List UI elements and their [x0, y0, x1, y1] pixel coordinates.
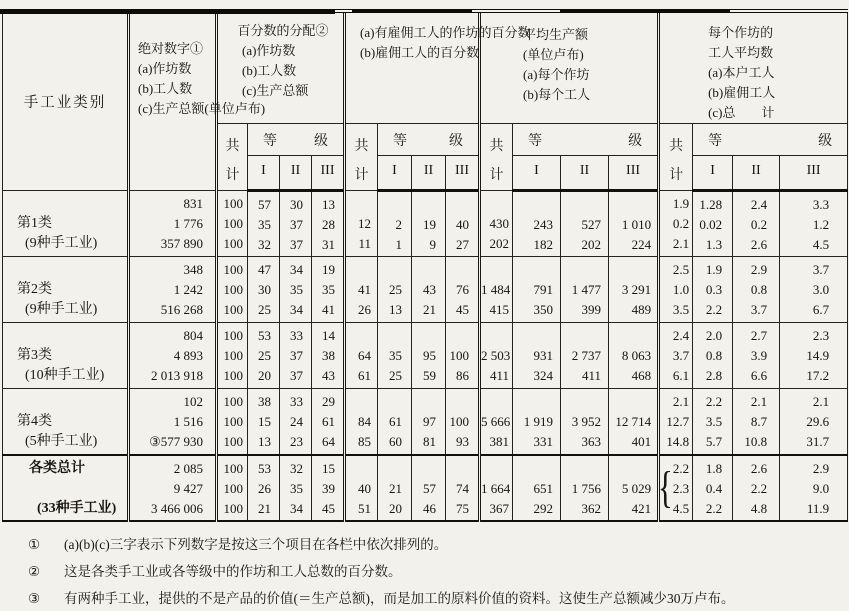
footnote-1	[28, 535, 849, 555]
subheader-workers-grade3: III	[780, 156, 848, 191]
cell-workers-grade3: 2.9 9.0 11.9	[780, 455, 848, 521]
subheader-pct-grade3: III	[312, 156, 345, 191]
subheader-grade-avg	[513, 124, 659, 156]
subheader-total-avg: 共 计	[480, 124, 513, 191]
cell-hired-grade1: 21 20	[378, 455, 412, 521]
cell-avg-grade1: 791 350	[513, 257, 561, 323]
cell-hired-grade3: 100 86	[446, 323, 480, 389]
cell-pct-grade2: 34 35 34	[280, 257, 312, 323]
cell-workers-grade2: 2.4 0.2 2.6	[733, 191, 780, 257]
cell-hired-grade2: 95 59	[412, 323, 446, 389]
cell-workers-grade3: 3.3 1.2 4.5	[780, 191, 848, 257]
cell-workers-total: 2.5 1.0 3.5	[659, 257, 693, 323]
row-label: 第2类 (9种手工业)	[3, 257, 129, 323]
cell-avg-grade3: 5 029 421	[609, 455, 659, 521]
footnotes	[28, 535, 849, 609]
cell-workers-total: 1.9 0.2 2.1	[659, 191, 693, 257]
cell-absolute: 804 4 893 2 013 918	[129, 323, 217, 389]
cell-avg-grade3: 8 063 468	[609, 323, 659, 389]
col-header-average-output: 平均生产额 (单位卢布) (a)每个作坊 (b)每个工人	[480, 11, 659, 124]
cell-pct-grade3: 19 35 41	[312, 257, 345, 323]
cell-pct-grade2: 30 37 37	[280, 191, 312, 257]
grade-label-left: 等	[528, 133, 543, 149]
cell-avg-grade1: 1 919 331	[513, 389, 561, 455]
table-body	[3, 191, 848, 521]
subheader-avg-grade3: III	[609, 156, 659, 191]
cell-workers-total: 2.4 3.7 6.1	[659, 323, 693, 389]
row-label: 第1类 (9种手工业)	[3, 191, 129, 257]
footnote-number: ③	[28, 590, 41, 606]
cell-avg-grade2: 527 202	[561, 191, 609, 257]
cell-pct-total: 100 100 100	[217, 257, 248, 323]
subheader-grade-workers	[693, 124, 848, 156]
table-row-total	[3, 455, 848, 521]
cell-hired-grade1: 35 25	[378, 323, 412, 389]
brace-glyph: {	[658, 462, 673, 512]
footnote-2	[28, 562, 849, 582]
cell-pct-grade1: 38 15 13	[248, 389, 280, 455]
subheader-hired-grade2: II	[412, 156, 446, 191]
cell-workers-total: { 2.2 2.3 4.5	[659, 455, 693, 521]
cell-avg-grade2: 1 756 362	[561, 455, 609, 521]
table-row	[3, 389, 848, 455]
scan-artifact	[0, 9, 335, 14]
statistics-table	[2, 9, 848, 522]
table-row	[3, 257, 848, 323]
cell-workers-grade2: 2.6 2.2 4.8	[733, 455, 780, 521]
subheader-pct-grade1: I	[248, 156, 280, 191]
row-label: 第4类 (5种手工业)	[3, 389, 129, 455]
table-row	[3, 323, 848, 389]
subheader-pct-grade2: II	[280, 156, 312, 191]
scan-artifact	[352, 9, 472, 12]
cell-pct-grade1: 53 25 20	[248, 323, 280, 389]
cell-avg-grade1: 931 324	[513, 323, 561, 389]
cell-avg-grade1: 651 292	[513, 455, 561, 521]
grade-label-left: 等	[708, 133, 723, 149]
cell-workers-grade2: 2.9 0.8 3.7	[733, 257, 780, 323]
cell-hired-grade3: 76 45	[446, 257, 480, 323]
col-header-absolute: 绝对数字① (a)作坊数 (b)工人数 (c)生产总额(单位卢布)	[129, 11, 217, 191]
cell-absolute: 2 085 9 427 3 466 006	[129, 455, 217, 521]
subheader-workers-grade1: I	[693, 156, 733, 191]
cell-avg-total: 2 503 411	[480, 323, 513, 389]
cell-hired-grade1: 2 1	[378, 191, 412, 257]
grade-label-left: 等	[393, 133, 408, 149]
subheader-avg-grade1: I	[513, 156, 561, 191]
cell-avg-grade2: 1 477 399	[561, 257, 609, 323]
cell-workers-grade3: 2.3 14.9 17.2	[780, 323, 848, 389]
cell-avg-grade2: 3 952 363	[561, 389, 609, 455]
grade-label-right: 级	[628, 133, 643, 149]
cell-pct-grade1: 53 26 21	[248, 455, 280, 521]
scan-artifact	[560, 9, 730, 12]
cell-workers-total: 2.1 12.7 14.8	[659, 389, 693, 455]
cell-hired-grade1: 25 13	[378, 257, 412, 323]
cell-hired-grade2: 57 46	[412, 455, 446, 521]
cell-hired-grade2: 97 81	[412, 389, 446, 455]
cell-avg-total: 1 664 367	[480, 455, 513, 521]
cell-hired-grade3: 40 27	[446, 191, 480, 257]
cell-pct-grade3: 13 28 31	[312, 191, 345, 257]
cell-pct-grade2: 33 24 23	[280, 389, 312, 455]
footnote-number: ②	[28, 563, 41, 579]
table-row	[3, 191, 848, 257]
cell-pct-grade1: 47 30 25	[248, 257, 280, 323]
subheader-total-pct: 共 计	[217, 124, 248, 191]
footnote-3	[28, 589, 849, 609]
cell-avg-total: 5 666 381	[480, 389, 513, 455]
cell-hired-grade2: 19 9	[412, 191, 446, 257]
subheader-total-workers: 共 计	[659, 124, 693, 191]
subheader-total-hired: 共 计	[345, 124, 378, 191]
grade-label-right: 级	[314, 133, 329, 149]
cell-pct-total: 100 100 100	[217, 323, 248, 389]
cell-workers-grade1: 2.0 0.8 2.8	[693, 323, 733, 389]
cell-hired-grade3: 100 93	[446, 389, 480, 455]
cell-avg-grade2: 2 737 411	[561, 323, 609, 389]
cell-pct-grade3: 15 39 45	[312, 455, 345, 521]
cell-avg-total: 430 202	[480, 191, 513, 257]
subheader-avg-grade2: II	[561, 156, 609, 191]
cell-hired-total: 41 26	[345, 257, 378, 323]
cell-workers-grade1: 2.2 3.5 5.7	[693, 389, 733, 455]
cell-avg-grade3: 12 714 401	[609, 389, 659, 455]
cell-absolute: 831 1 776 357 890	[129, 191, 217, 257]
cell-pct-grade2: 32 35 34	[280, 455, 312, 521]
cell-hired-total: 12 11	[345, 191, 378, 257]
grade-label-right: 级	[818, 133, 833, 149]
footnote-text: 这是各类手工业或各等级中的作坊和工人总数的百分数。	[64, 563, 402, 579]
cell-pct-total: 100 100 100	[217, 389, 248, 455]
cell-pct-grade2: 33 37 37	[280, 323, 312, 389]
cell-avg-grade3: 3 291 489	[609, 257, 659, 323]
cell-pct-grade1: 57 35 32	[248, 191, 280, 257]
cell-workers-grade3: 2.1 29.6 31.7	[780, 389, 848, 455]
subheader-hired-grade3: III	[446, 156, 480, 191]
row-label: 第3类 (10种手工业)	[3, 323, 129, 389]
cell-hired-grade2: 43 21	[412, 257, 446, 323]
col-header-hired-percent: (a)有雇佣工人的作坊的百分数 (b)雇佣工人的百分数	[345, 11, 480, 124]
cell-workers-grade1: 1.9 0.3 2.2	[693, 257, 733, 323]
cell-hired-total: 84 85	[345, 389, 378, 455]
cell-workers-grade2: 2.1 8.7 10.8	[733, 389, 780, 455]
col-header-category: 手工业类别	[3, 11, 129, 191]
cell-absolute: 102 1 516 ③577 930	[129, 389, 217, 455]
col-header-workers-per-shop: 每个作坊的 工人平均数 (a)本户工人 (b)雇佣工人 (c)总 计	[659, 11, 848, 124]
footnote-text: 有两种手工业，提供的不是产品的价值(＝生产总额)，而是加工的原料价值的资料。这使生产总额减少30万卢布。	[64, 590, 735, 606]
cell-avg-grade1: 243 182	[513, 191, 561, 257]
cell-pct-grade3: 14 38 43	[312, 323, 345, 389]
cell-pct-grade3: 29 61 64	[312, 389, 345, 455]
cell-avg-total: 1 484 415	[480, 257, 513, 323]
subheader-grade-pct	[248, 124, 345, 156]
cell-workers-grade2: 2.7 3.9 6.6	[733, 323, 780, 389]
subheader-hired-grade1: I	[378, 156, 412, 191]
cell-workers-grade3: 3.7 3.0 6.7	[780, 257, 848, 323]
cell-pct-total: 100 100 100	[217, 191, 248, 257]
cell-workers-grade1: 1.28 0.02 1.3	[693, 191, 733, 257]
cell-hired-grade1: 61 60	[378, 389, 412, 455]
cell-avg-grade3: 1 010 224	[609, 191, 659, 257]
cell-hired-total: 40 51	[345, 455, 378, 521]
cell-hired-grade3: 74 75	[446, 455, 480, 521]
grade-label-left: 等	[263, 133, 277, 149]
cell-absolute: 348 1 242 516 268	[129, 257, 217, 323]
col-header-percent-distribution: 百分数的分配② (a)作坊数 (b)工人数 (c)生产总额	[217, 11, 345, 124]
subheader-workers-grade2: II	[733, 156, 780, 191]
cell-hired-total: 64 61	[345, 323, 378, 389]
cell-pct-total: 100 100 100	[217, 455, 248, 521]
row-label: 各类总计 (33种手工业)	[3, 455, 129, 521]
footnote-number: ①	[28, 536, 41, 552]
subheader-grade-hired	[378, 124, 480, 156]
grade-label-right: 级	[449, 133, 464, 149]
cell-workers-grade1: 1.8 0.4 2.2	[693, 455, 733, 521]
footnote-text: (a)(b)(c)三字表示下列数字是按这三个项目在各栏中依次排列的。	[64, 536, 448, 552]
